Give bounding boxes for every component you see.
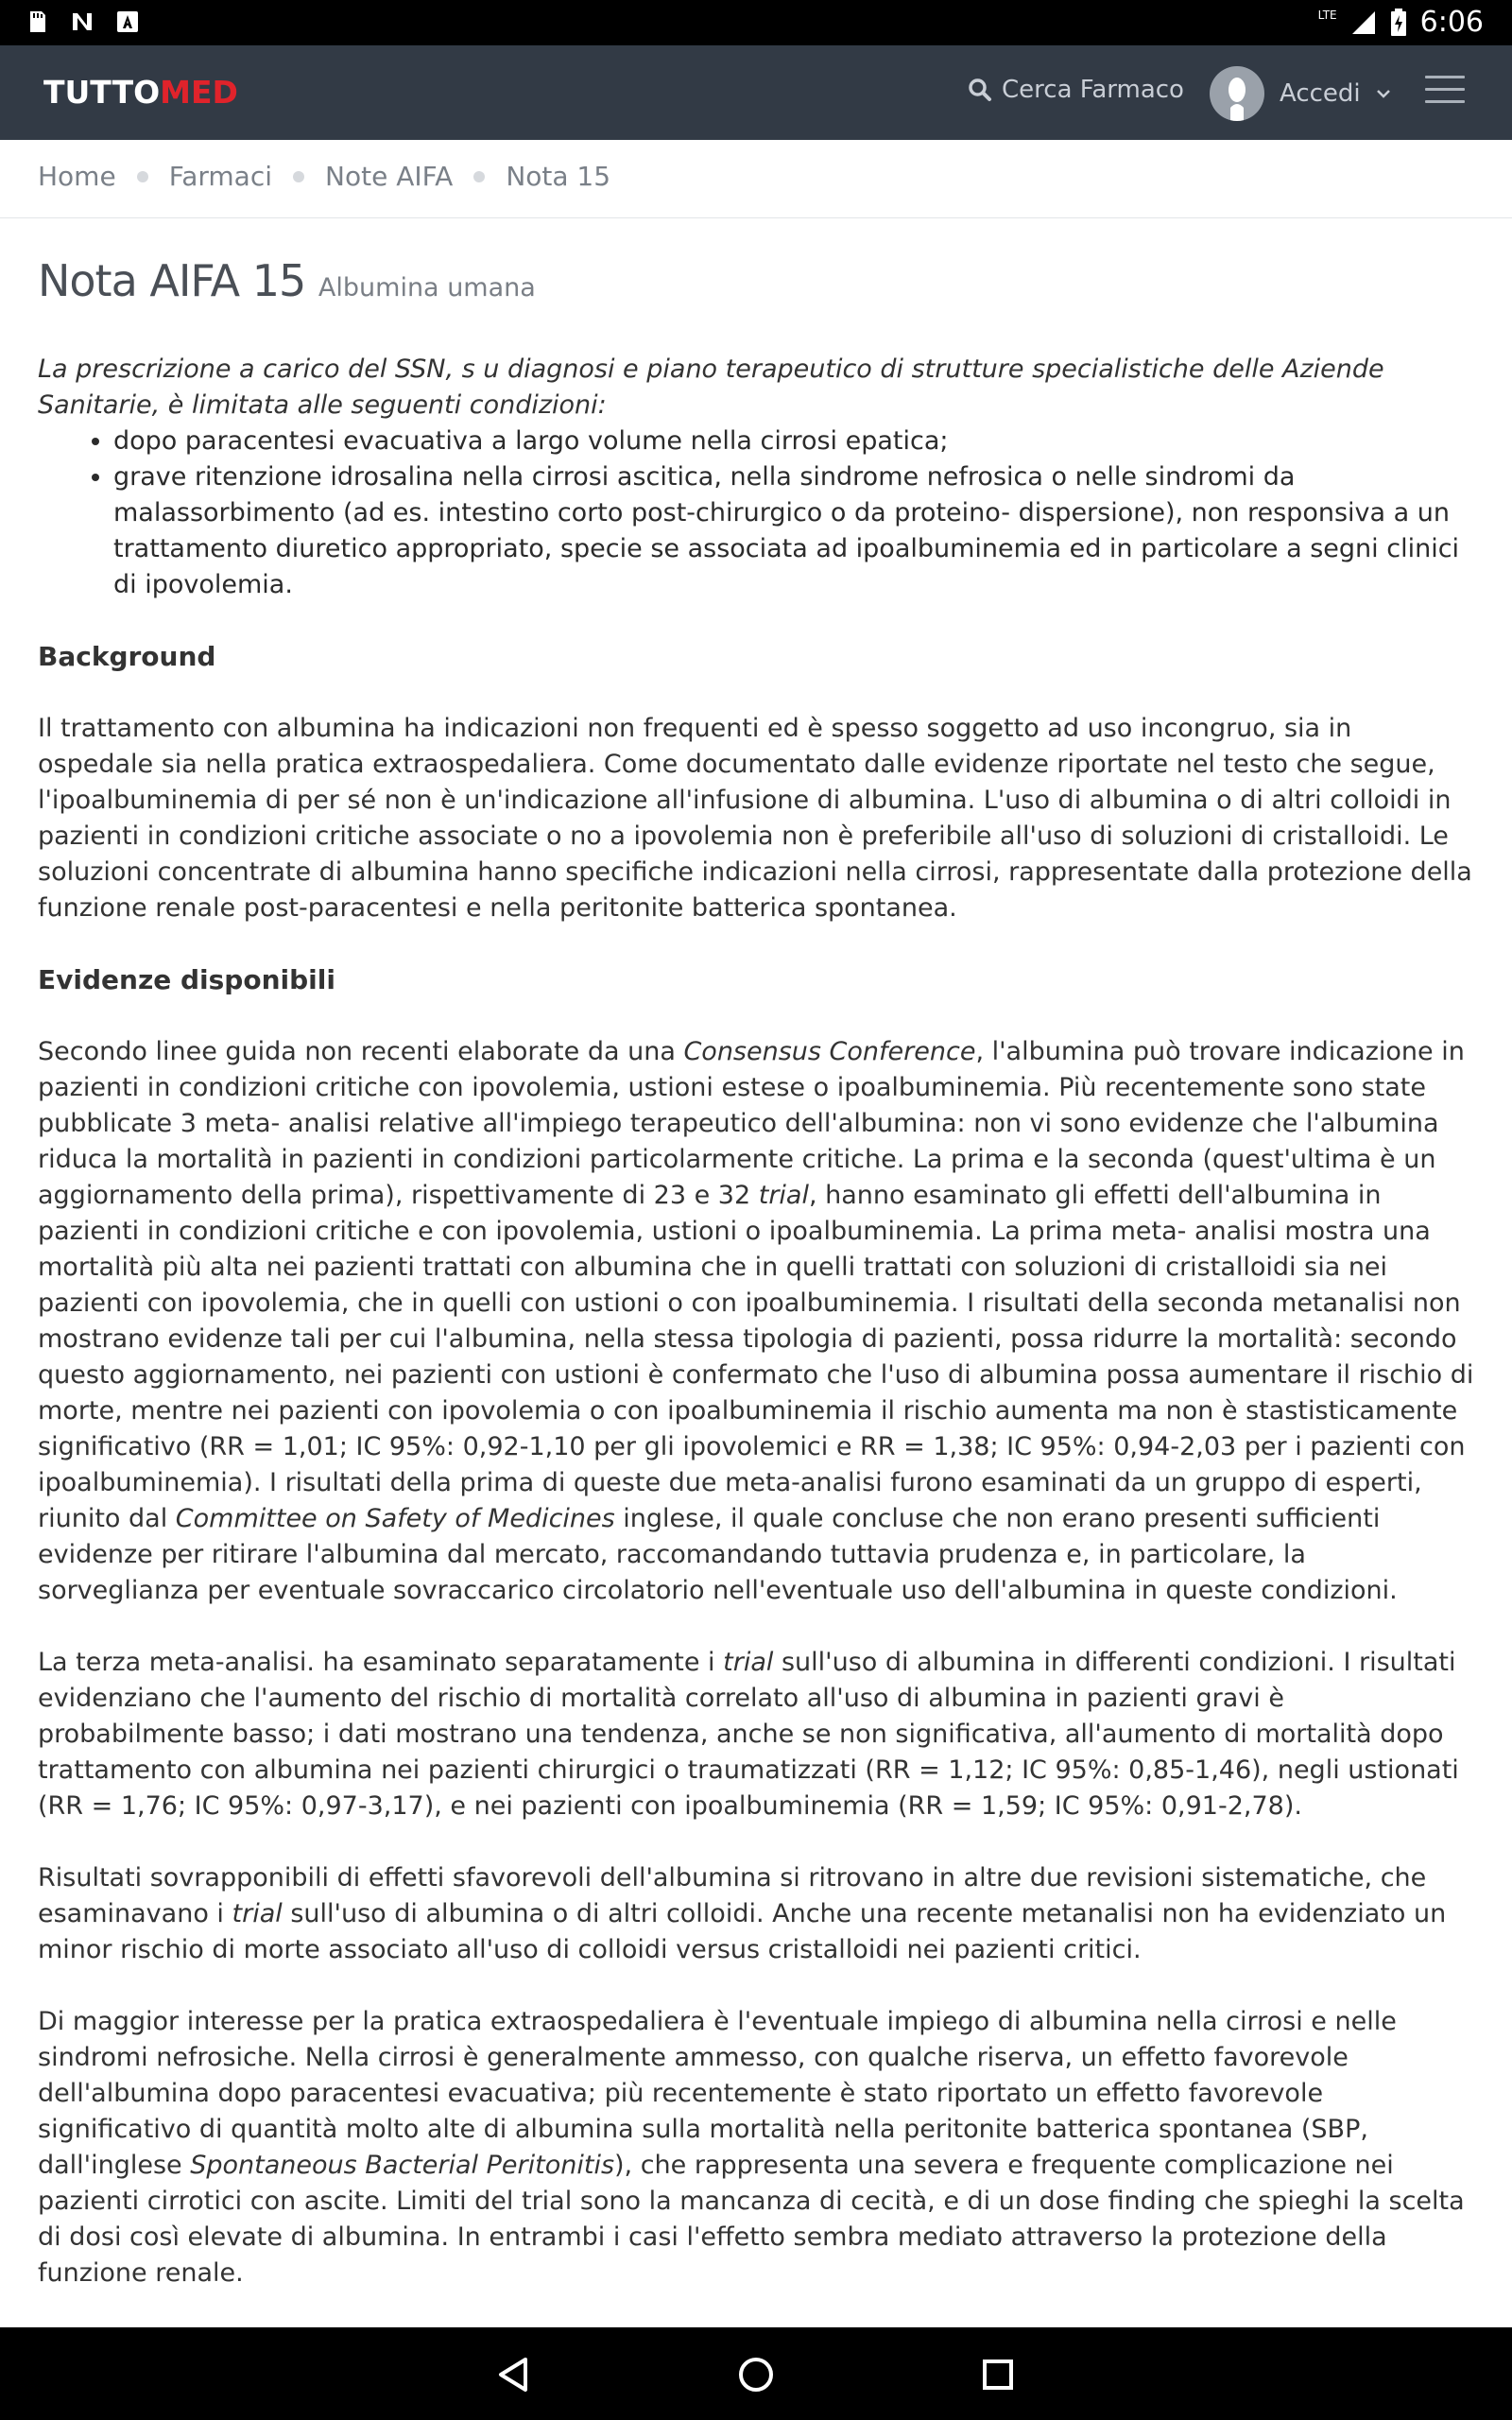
avatar [1210, 66, 1264, 121]
notification-icons [25, 9, 140, 34]
clock: 6:06 [1419, 6, 1484, 39]
menu-line [1425, 88, 1465, 91]
intro-text: La prescrizione a carico del SSN, s u diagnosi e piano terapeutico di strutture specialistiche delle Aziende Sanitarie, è limitata alle seguenti condizioni: [38, 354, 1384, 420]
sd-card-icon [25, 9, 49, 34]
network-type: LTE [1317, 8, 1337, 22]
battery-icon [1390, 9, 1407, 37]
status-bar [0, 0, 1512, 45]
search-label: Cerca Farmaco [1002, 76, 1184, 104]
menu-line [1425, 76, 1465, 78]
text-run: ), che rappresenta una severa e frequente complicazione nei pazienti cirrotici con ascite. Limiti del trial sono la mancanza di cecità, e di un dose finding che spieghi la scelta di dosi così elevate di albumina. In entrambi i casi l'effetto sembra mediato attraverso la protezione della funzione renale. [38, 2151, 1465, 2288]
section-heading-evidence: Evidenze disponibili [38, 964, 335, 995]
text-run: Di maggior interesse per la pratica extraospedaliera è l'eventuale impiego di albumina nella cirrosi e nelle sindromi nefrosiche. Nella cirrosi è generalmente ammesso, con qualche riserva, un effetto favorevole dell'albumina dopo paracentesi evacuativa; più recentemente è stato riportato un effetto favorevole significativo di quantità molto alte di albumina sulla mortalità nella peritonite batterica spontanea (SBP, dall'inglese [38, 2007, 1397, 2180]
breadcrumb-separator [293, 171, 304, 182]
text-run: Spontaneous Bacterial Peritonitis [190, 2151, 615, 2180]
breadcrumb-current: Nota 15 [506, 161, 611, 192]
logo-part2: MED [160, 74, 238, 111]
text-run: , l'albumina può trovare indicazione in pazienti in condizioni critiche con ipovolemia, ustioni estese o ipoalbuminemia. Più recentemente sono state pubblicate 3 meta- analisi relative all'impiego terapeutico dell'albumina: non vi sono evidenze che l'albumina riduca la mortalità in pazienti in condizioni particolarmente critiche. La prima e la seconda (quest'ultima è un aggiornamento della prima), rispettivamente di 23 e 32 [38, 1037, 1465, 1210]
a-app-icon [115, 9, 140, 34]
text-run: La terza meta-analisi. ha esaminato separatamente i [38, 1648, 724, 1677]
text-run: trial [758, 1181, 809, 1210]
breadcrumb-note-aifa[interactable]: Note AIFA [325, 161, 454, 192]
evidence-paragraph-1 [38, 1034, 1474, 1609]
text-run: sull'uso di albumina o di altri colloidi. Anche una recente metanalisi non ha evidenziato un minor rischio di morte associato all'uso di colloidi versus cristalloidi nei pazienti critici. [38, 1899, 1447, 1964]
navigation-bar [0, 2327, 1512, 2420]
breadcrumb-separator [473, 171, 485, 182]
user-icon [1210, 66, 1264, 121]
back-icon[interactable] [491, 2352, 537, 2397]
text-run: Risultati sovrapponibili di effetti sfavorevoli dell'albumina si ritrovano in altre due revisioni sistematiche, che esaminavano i [38, 1863, 1427, 1928]
text-run: Committee on Safety of Medicines [175, 1504, 615, 1533]
menu-line [1425, 100, 1465, 103]
breadcrumb [0, 140, 1512, 218]
title-subtitle: Albumina umana [318, 273, 536, 302]
text-run: trial [232, 1899, 283, 1928]
search-icon [968, 78, 992, 102]
text-run: trial [723, 1648, 774, 1677]
evidence-paragraph-2 [38, 1645, 1474, 1824]
chevron-down-icon [1376, 88, 1391, 99]
app-header [0, 45, 1512, 140]
section-heading-background: Background [38, 641, 216, 672]
menu-icon[interactable] [1425, 76, 1465, 106]
evidence-paragraph-4 [38, 2004, 1474, 2291]
system-icons [1318, 6, 1484, 39]
conditions-list [38, 424, 1474, 603]
tuttomed-logo[interactable] [43, 74, 238, 111]
list-item: • grave ritenzione idrosalina nella cirrosi ascitica, nella sindrome nefrosica o nelle sindromi da malassorbimento (ad es. intestino corto post-chirurgico o da proteino- dispersione), non responsiva a un trattamento diuretico appropriato, specie se associata ad ipoalbuminemia ed in particolare a segni clinici di ipovolemia. [113, 459, 1474, 603]
list-item: • dopo paracentesi evacuativa a largo volume nella cirrosi epatica; [113, 424, 1474, 459]
login-menu[interactable] [1210, 66, 1391, 121]
text-run: Secondo linee guida non recenti elaborate da una [38, 1037, 684, 1066]
text-run: Consensus Conference [683, 1037, 976, 1066]
evidence-paragraph-3 [38, 1860, 1474, 1968]
recents-icon[interactable] [975, 2352, 1021, 2397]
text-run: , hanno esaminato gli effetti dell'albumina in pazienti in condizioni critiche e con ipovolemia, ustioni o ipoalbuminemia. La prima meta- analisi mostra una mortalità più alta nei pazienti trattati con albumina che in quelli trattati con soluzioni di cristalloidi sia nei pazienti con ipovolemia, che in quelli con ustioni o con ipoalbuminemia. I risultati della seconda metanalisi non mostrano evidenze tali per cui l'albumina, nella stessa tipologia di pazienti, possa ridurre la mortalità: secondo questo aggiornamento, nei pazienti con ustioni è confermato che l'uso di albumina possa aumentare il rischio di morte, mentre nei pazienti con ipovolemia o con ipoalbuminemia il rischio aumenta ma non è stastisticamente significativo (RR = 1,01; IC 95%: 0,92-1,10 per gli ipovolemici e RR = 1,38; IC 95%: 0,94-2,03 per i pazienti con ipoalbuminemia). I risultati della prima di queste due meta-analisi furono esaminati da un gruppo di esperti, riunito dal [38, 1181, 1474, 1533]
article-content [38, 255, 1474, 2399]
breadcrumb-home[interactable]: Home [38, 161, 116, 192]
text-run: inglese, il quale concluse che non erano presenti sufficienti evidenze per ritirare l'albumina dal mercato, raccomandando tuttavia prudenza e, in particolare, la sorveglianza per eventuale sovraccarico circolatorio nell'eventuale uso dell'albumina in queste condizioni. [38, 1504, 1398, 1605]
page-title [38, 255, 1474, 306]
logo-part1: TUTTO [43, 74, 161, 111]
breadcrumb-farmaci[interactable]: Farmaci [168, 161, 273, 192]
login-label: Accedi [1280, 79, 1361, 108]
search-drug-link[interactable] [968, 76, 1184, 104]
background-text: Il trattamento con albumina ha indicazioni non frequenti ed è spesso soggetto ad uso incongruo, sia in ospedale sia nella pratica extraospedaliera. Come documentato dalle evidenze riportate nel testo che segue, l'ipoalbuminemia di per sé non è un'indicazione all'infusione di albumina. L'uso di albumina o di altri colloidi in pazienti in condizioni critiche associate o no a ipovolemia non è preferibile all'uso di soluzioni di cristalloidi. Le soluzioni concentrate di albumina hanno specifiche indicazioni nella cirrosi, rappresentate dalla protezione della funzione renale post-paracentesi e nella peritonite batterica spontanea. [38, 714, 1472, 923]
n-app-icon [70, 9, 94, 34]
text-run: sull'uso di albumina in differenti condizioni. I risultati evidenziano che l'aumento del rischio di mortalità correlato all'uso di albumina in pazienti gravi è probabilmente basso; i dati mostrano una tendenza, anche se non significativa, all'aumento di mortalità dopo trattamento con albumina nei pazienti chirurgici o traumatizzati (RR = 1,12; IC 95%: 0,85-1,46), negli ustionati (RR = 1,76; IC 95%: 0,97-3,17), e nei pazienti con ipoalbuminemia (RR = 1,59; IC 95%: 0,91-2,78). [38, 1648, 1459, 1821]
title-main: Nota AIFA 15 [38, 255, 306, 306]
signal-icon [1350, 9, 1377, 36]
home-icon[interactable] [733, 2352, 779, 2397]
breadcrumb-separator [137, 171, 148, 182]
